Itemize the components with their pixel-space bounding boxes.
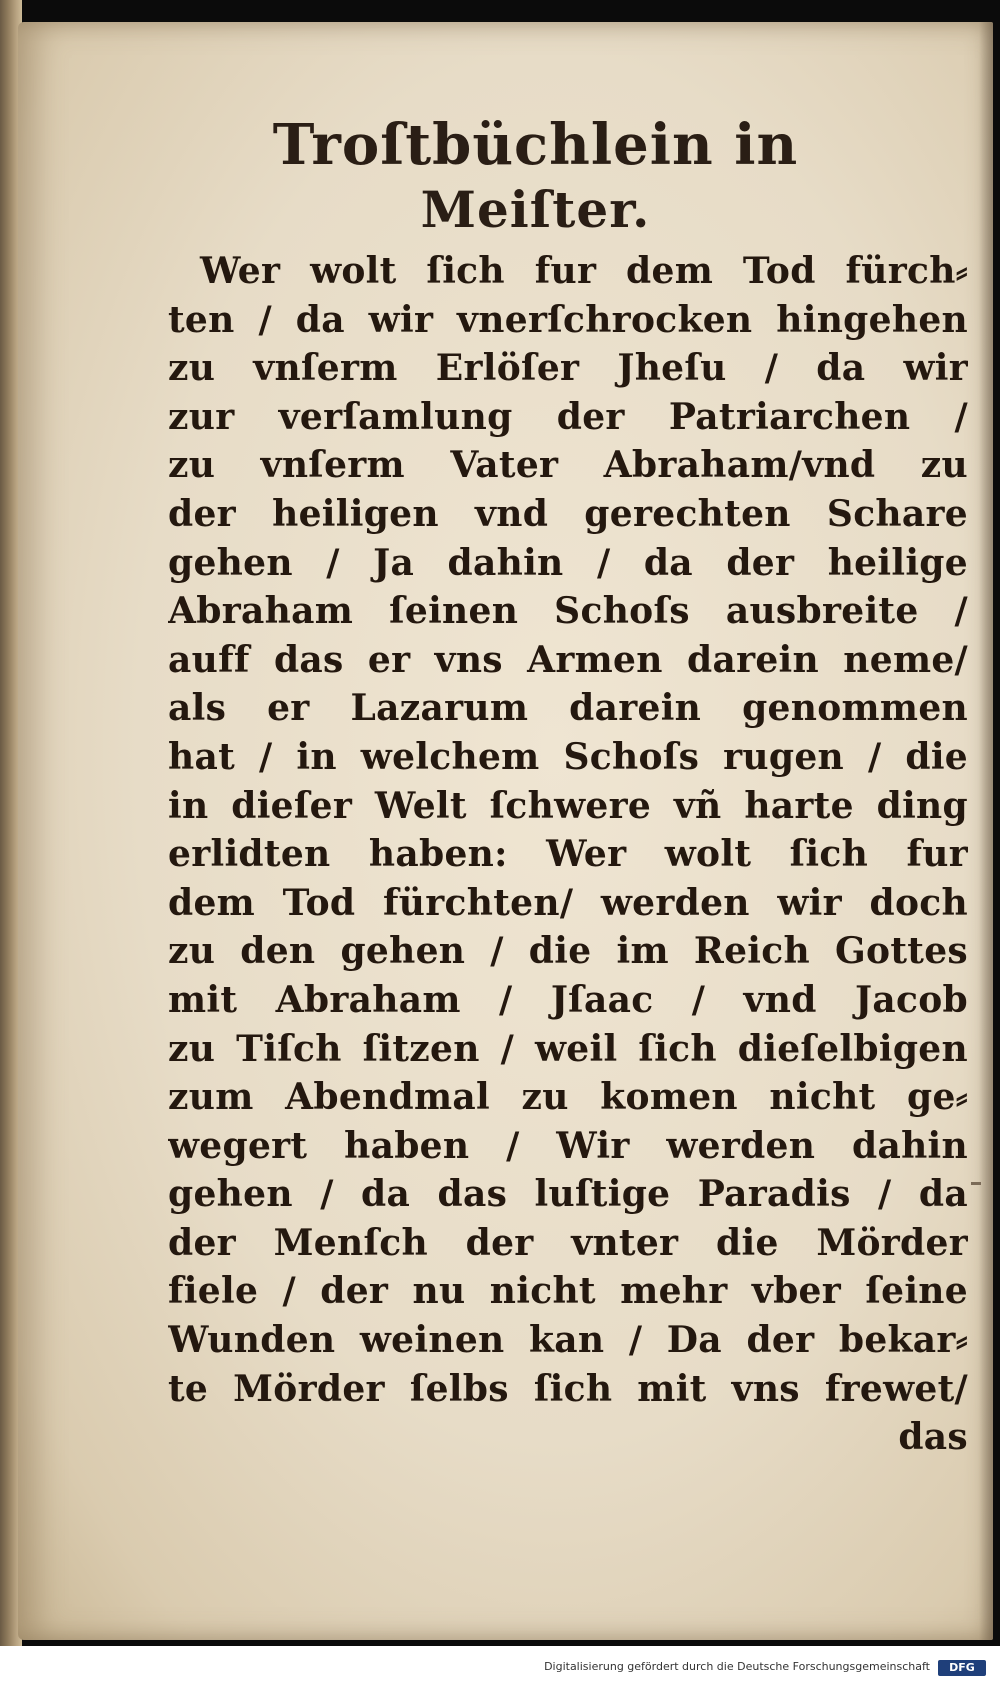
text-line: erlidten haben: Wer wolt ſich fur	[168, 833, 968, 876]
text-line: te Mörder ſelbs ſich mit vns frewet/	[168, 1367, 968, 1410]
text-line: Wunden weinen kan / Da der bekar⸗	[168, 1319, 968, 1362]
catchword: das	[898, 1416, 968, 1459]
funding-credit: Digitalisierung gefördert durch die Deutsche Forschungsgemeinschaft	[544, 1660, 930, 1673]
margin-mark	[971, 1182, 981, 1185]
text-line: in dieſer Welt ſchwere vñ harte ding	[168, 784, 968, 827]
text-line: zum Abendmal zu komen nicht ge⸗	[168, 1076, 968, 1119]
text-line: wegert haben / Wir werden dahin	[168, 1124, 968, 1167]
text-line: zu den gehen / die im Reich Gottes	[168, 930, 968, 973]
text-line: zur verſamlung der Patriarchen /	[168, 395, 968, 438]
text-line: ten / da wir vnerſchrocken hingehen	[168, 298, 968, 341]
running-heading-line-1: Troſtbüchlein in	[272, 112, 799, 178]
text-line: dem Tod fürchten/ werden wir doch	[168, 881, 968, 924]
text-line: der Menſch der vnter die Mörder	[168, 1221, 968, 1264]
text-line: Wer wolt ſich fur dem Tod fürch⸗	[200, 250, 968, 292]
body-text	[168, 247, 968, 1462]
text-line: zu vnſerm Vater Abraham/vnd zu	[168, 444, 968, 487]
text-line: Abraham ſeinen Schoſs ausbreite /	[168, 590, 968, 633]
text-line: auff das er vns Armen darein neme/	[168, 638, 968, 681]
text-line: als er Lazarum darein genommen	[168, 687, 968, 730]
page-edge-shadow	[979, 22, 993, 1640]
text-line: gehen / da das luſtige Paradis / da	[168, 1173, 968, 1216]
text-line: gehen / Ja dahin / da der heilige	[168, 541, 968, 584]
running-heading-line-2: Meiſter.	[420, 180, 651, 239]
text-line: mit Abraham / Jſaac / vnd Jacob	[168, 978, 968, 1021]
text-line: hat / in welchem Schoſs rugen / die	[168, 735, 968, 778]
text-line: zu Tiſch ſitzen / weil ſich dieſelbigen	[168, 1027, 968, 1070]
text-line: zu vnſerm Erlöſer Jheſu / da wir	[168, 347, 968, 390]
digitization-footer	[0, 1646, 1000, 1686]
text-line: der heiligen vnd gerechten Schare	[168, 492, 968, 535]
dfg-logo-icon: DFG	[938, 1660, 986, 1676]
text-line: fiele / der nu nicht mehr vber ſeine	[168, 1270, 968, 1313]
book-page	[18, 22, 993, 1640]
